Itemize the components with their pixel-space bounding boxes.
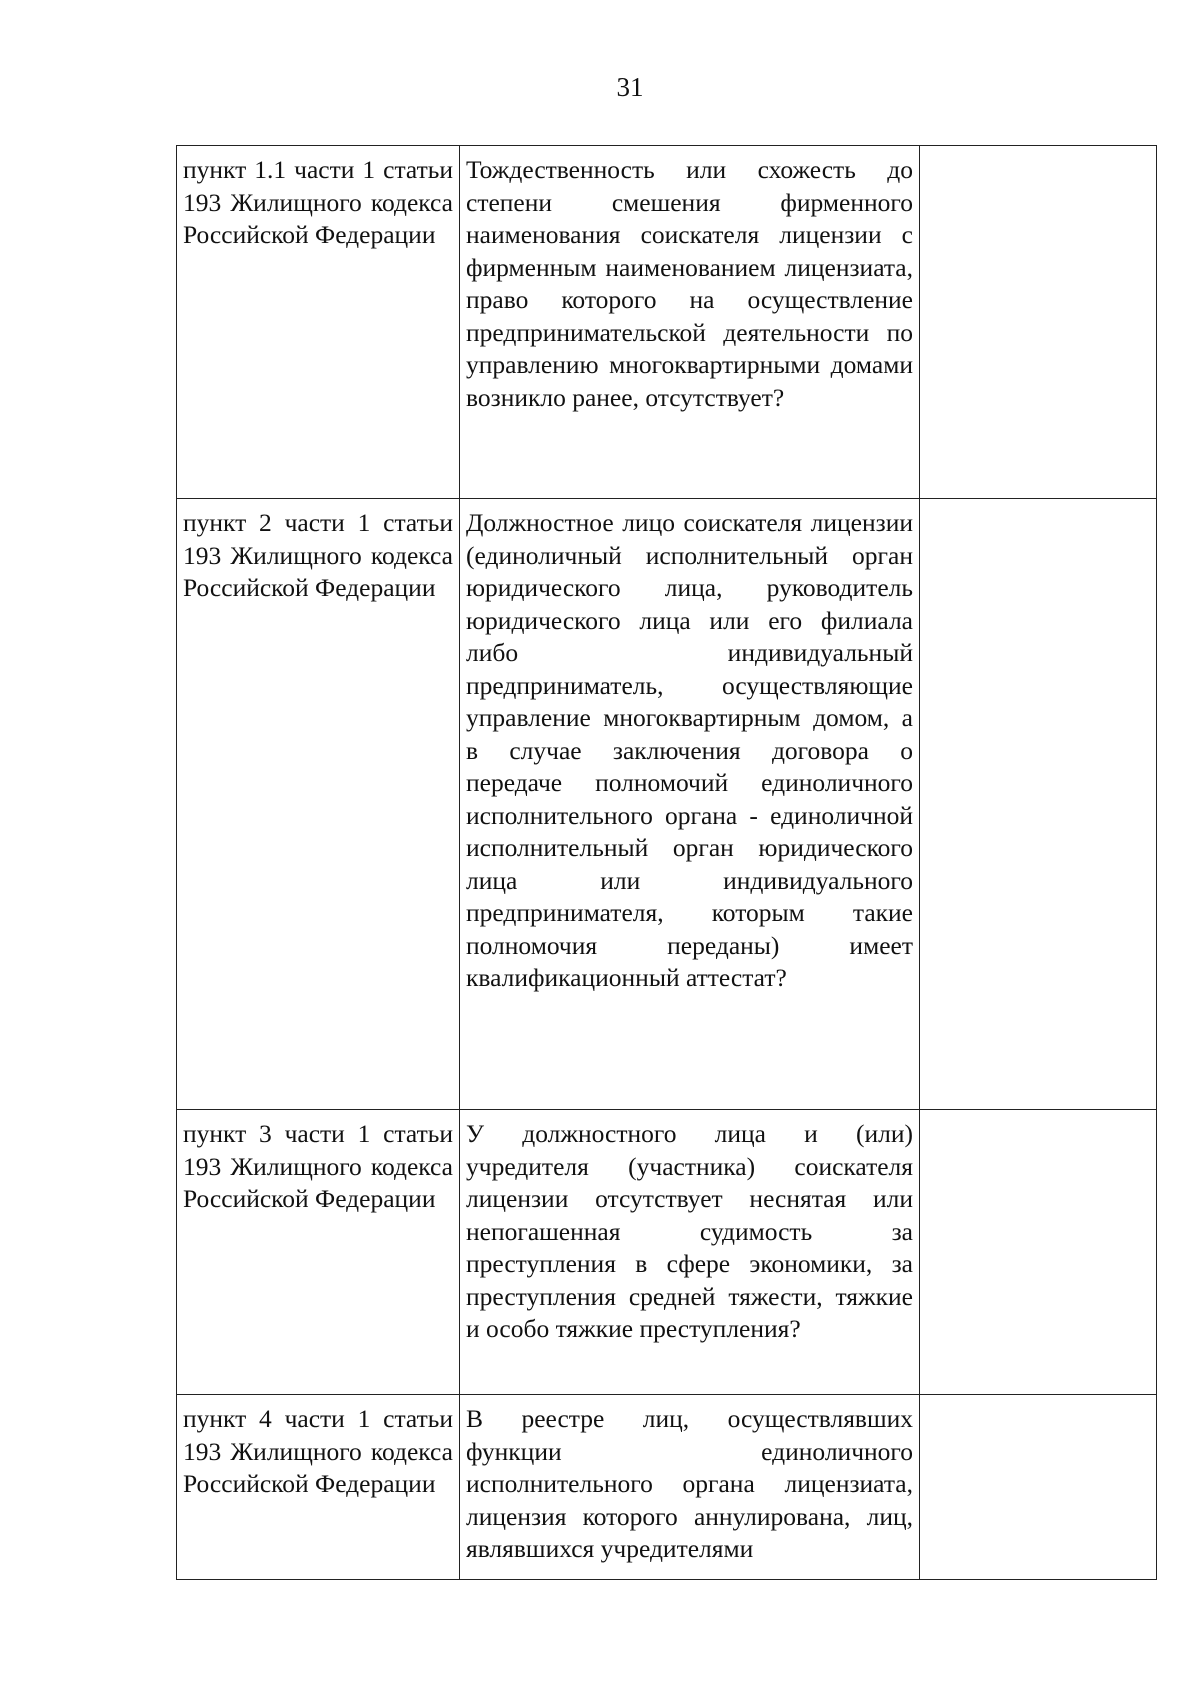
answer-cell: [920, 1110, 1157, 1395]
table-row: [177, 1110, 1157, 1395]
legal-reference-cell: пункт 3 части 1 статьи 193 Жилищного кодекса Российской Федерации: [177, 1110, 460, 1395]
legal-reference-cell: пункт 1.1 части 1 статьи 193 Жилищного кодекса Российской Федерации: [177, 146, 460, 499]
answer-cell: [920, 499, 1157, 1110]
requirement-question-cell: Должностное лицо соискателя лицензии (единоличный исполнительный орган юридического лица, руководитель юридического лица или его филиала либо индивидуальный предприниматель, осуществляющие управление многоквартирным домом, а в случае заключения договора о передаче полномочий единоличного исполнительного органа - единоличной исполнительный орган юридического лица или индивидуального предпринимателя, которым такие полномочия переданы) имеет квалификационный аттестат?: [460, 499, 920, 1110]
legal-reference-cell: пункт 4 части 1 статьи 193 Жилищного кодекса Российской Федерации: [177, 1395, 460, 1580]
page-number: 31: [616, 72, 644, 102]
requirement-question-cell: У должностного лица и (или) учредителя (участника) соискателя лицензии отсутствует неснятая или непогашенная судимость за преступления в сфере экономики, за преступления средней тяжести, тяжкие и особо тяжкие преступления?: [460, 1110, 920, 1395]
requirements-table: [176, 145, 1157, 1580]
table-row: [177, 146, 1157, 499]
table-row: [177, 499, 1157, 1110]
table-row: [177, 1395, 1157, 1580]
requirement-question-cell: Тождественность или схожесть до степени смешения фирменного наименования соискателя лицензии с фирменным наименованием лицензиата, право которого на осуществление предпринимательской деятельности по управлению многоквартирными домами возникло ранее, отсутствует?: [460, 146, 920, 499]
legal-reference-cell: пункт 2 части 1 статьи 193 Жилищного кодекса Российской Федерации: [177, 499, 460, 1110]
requirement-question-cell: В реестре лиц, осуществлявших функции единоличного исполнительного органа лицензиата, лицензия которого аннулирована, лиц, являвшихся учредителями: [460, 1395, 920, 1580]
answer-cell: [920, 1395, 1157, 1580]
answer-cell: [920, 146, 1157, 499]
